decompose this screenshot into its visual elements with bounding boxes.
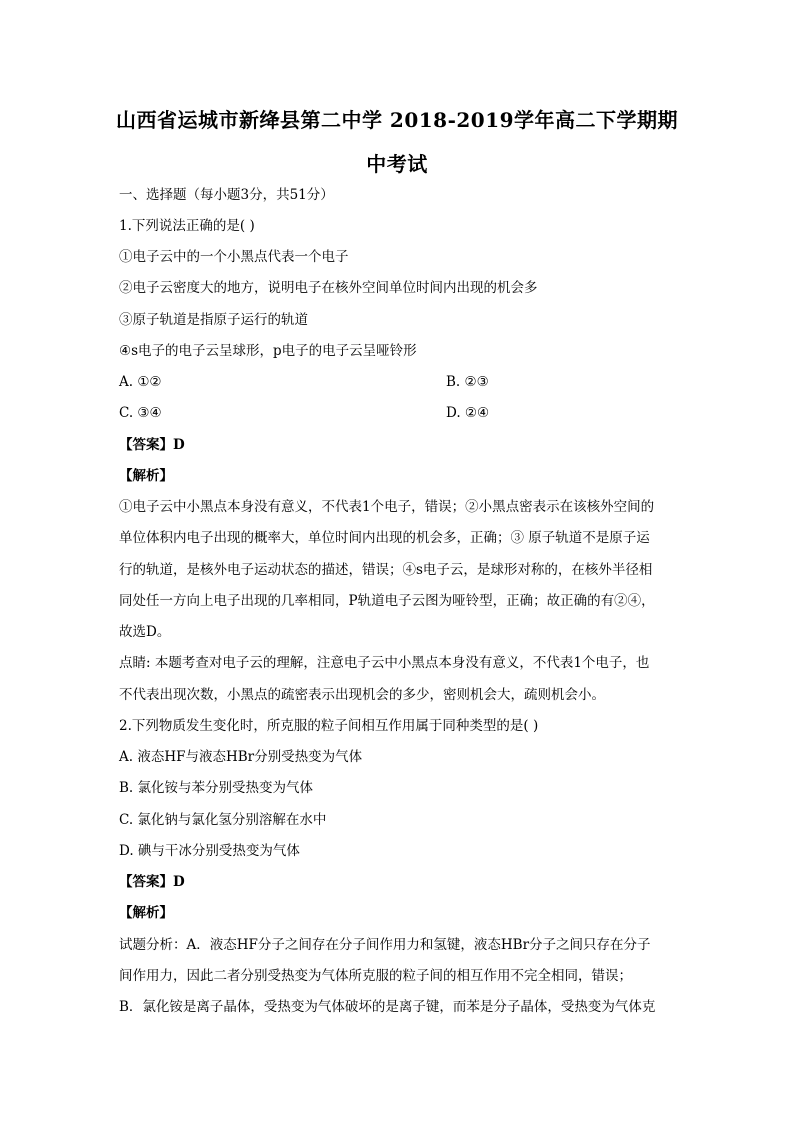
question-1-option-b: B. ②③ [446, 374, 489, 390]
question-1-statement: ②电子云密度大的地方，说明电子在核外空间单位时间内出现的机会多 [119, 280, 538, 296]
question-2-answer: 【答案】D [119, 874, 185, 890]
question-2-stem: 2.下列物质发生变化时，所克服的粒子间相互作用属于同种类型的是( ) [119, 718, 539, 734]
question-1-note-line: 点睛: 本题考查对电子云的理解，注意电子云中小黑点本身没有意义，不代表1个电子，也 [119, 655, 650, 671]
question-1-analysis-line: 单位体积内电子出现的概率大，单位时间内出现的机会多，正确；③ 原子轨道不是原子运 [119, 530, 650, 546]
section-header: 一、选择题（每小题3分，共51分） [119, 187, 334, 203]
question-2-analysis-label: 【解析】 [119, 905, 173, 921]
question-2-analysis-line: B．氯化铵是离子晶体，受热变为气体破坏的是离子键，而苯是分子晶体，受热变为气体克 [119, 999, 656, 1015]
question-1-note-line: 不代表出现次数，小黑点的疏密表示出现机会的多少，密则机会大，疏则机会小。 [119, 687, 605, 703]
question-2-option-a: A. 液态HF与液态HBr分别受热变为气体 [119, 749, 363, 765]
question-1-analysis-line: ①电子云中小黑点本身没有意义，不代表1个电子，错误；②小黑点密表示在该核外空间的 [119, 499, 655, 515]
question-1-option-d: D. ②④ [446, 405, 490, 421]
question-1-analysis-line: 同处任一方向上电子出现的几率相同，P轨道电子云图为哑铃型，正确；故正确的有②④， [119, 593, 655, 609]
question-2-option-c: C. 氯化钠与氯化氢分别溶解在水中 [119, 812, 327, 828]
question-1-analysis-label: 【解析】 [119, 468, 173, 484]
document-title-line-2: 中考试 [366, 152, 428, 176]
question-1-answer: 【答案】D [119, 437, 185, 453]
question-2-option-b: B. 氯化铵与苯分别受热变为气体 [119, 780, 314, 796]
question-1-stem: 1.下列说法正确的是( ) [119, 218, 255, 234]
question-1-analysis-line: 行的轨道，是核外电子运动状态的描述，错误；④s电子云，是球形对称的，在核外半径相 [119, 562, 653, 578]
question-2-analysis-line: 试题分析：A．液态HF分子之间存在分子间作用力和氢键，液态HBr分子之间只存在分子 [119, 937, 651, 953]
question-1-statement: ①电子云中的一个小黑点代表一个电子 [119, 249, 349, 265]
question-2-analysis-line: 间作用力，因此二者分别受热变为气体所克服的粒子间的相互作用不完全相同，错误； [119, 968, 632, 984]
question-2-option-d: D. 碘与干冰分别受热变为气体 [119, 843, 300, 859]
document-title-line-1: 山西省运城市新绛县第二中学 2018-2019学年高二下学期期 [115, 108, 679, 132]
question-1-option-a: A. ①② [119, 374, 162, 390]
question-1-option-c: C. ③④ [119, 405, 162, 421]
question-1-statement: ④s电子的电子云呈球形，p电子的电子云呈哑铃形 [119, 343, 417, 359]
question-1-analysis-line: 故选D。 [119, 624, 171, 640]
question-1-statement: ③原子轨道是指原子运行的轨道 [119, 312, 308, 328]
